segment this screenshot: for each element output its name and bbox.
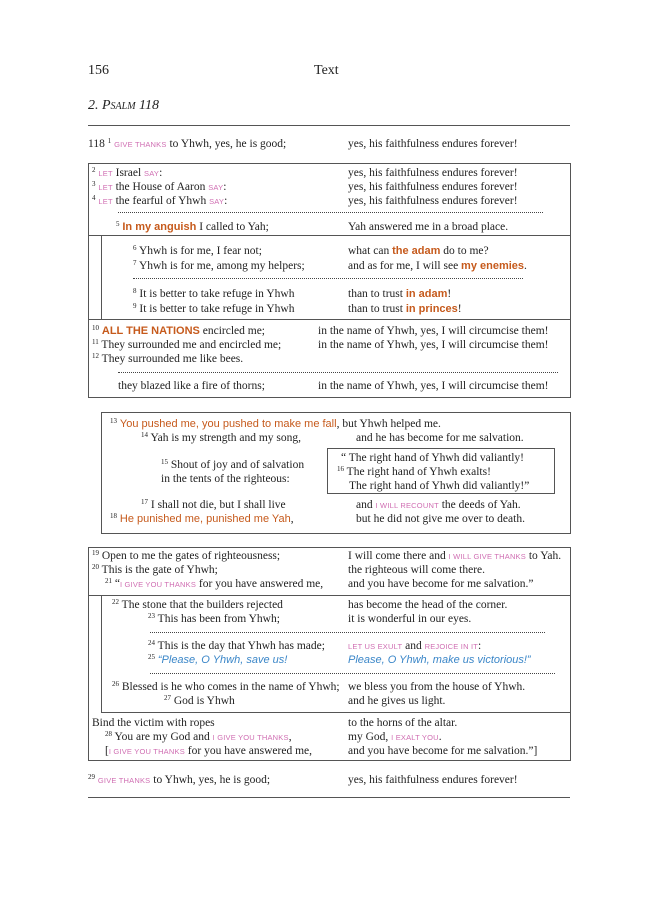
- keyword-highlight: I WILL RECOUNT: [375, 501, 439, 510]
- verse-16-c: The right hand of Yhwh did valiantly!”: [349, 480, 530, 492]
- verse-text: ,: [290, 513, 294, 525]
- verse-text: and as for me, I will see: [348, 260, 462, 272]
- verse-7-right: [348, 260, 527, 273]
- verse-9-left: [133, 303, 294, 316]
- verse-text: :: [159, 167, 163, 179]
- verse-17-left: [141, 499, 286, 512]
- verse-text: Yah is my strength and my song,: [150, 432, 302, 444]
- verse-text: .: [438, 731, 442, 743]
- keyword-highlight: LET: [98, 169, 113, 178]
- keyword-highlight: He punished me, punished me Yah: [119, 513, 291, 525]
- verse-text: for you have answered me,: [184, 745, 312, 757]
- keyword-highlight: LET: [98, 197, 113, 206]
- verse-14-left: [141, 432, 301, 445]
- verse-text: Open to me the gates of righteousness;: [101, 550, 281, 562]
- verse-2-right: yes, his faithfulness endures forever!: [348, 167, 518, 179]
- keyword-highlight: I EXALT YOU: [391, 733, 439, 742]
- verse-26-left: [112, 681, 340, 694]
- verse-9-right: [348, 303, 462, 316]
- verse-text: :: [224, 195, 228, 207]
- verse-8-right: [348, 288, 451, 301]
- verse-number: 6: [133, 244, 137, 252]
- keyword-highlight: I WILL GIVE THANKS: [448, 552, 526, 561]
- verse-28-left: [105, 731, 292, 744]
- verse-26-right: we bless you from the house of Yhwh.: [348, 681, 526, 693]
- rule-top: [88, 125, 570, 126]
- verse-text: This has been from Yhwh;: [157, 613, 280, 625]
- verse-text: encircled me;: [199, 325, 265, 337]
- verse-text: This is the day that Yhwh has made;: [157, 640, 325, 652]
- verse-27-right: and he gives us light.: [348, 695, 446, 707]
- keyword-highlight: in adam: [405, 288, 448, 300]
- psalm-number: 118: [88, 138, 105, 150]
- keyword-highlight: LET: [98, 183, 113, 192]
- verse-text: my God,: [348, 731, 392, 743]
- keyword-highlight: GIVE THANKS: [97, 776, 151, 785]
- verse-1-right: yes, his faithfulness endures forever!: [348, 138, 518, 150]
- verse-text: .: [524, 260, 527, 272]
- verse-28b-right: and you have become for me salvation.”]: [348, 745, 538, 757]
- verse-number: 23: [148, 612, 155, 620]
- verse-text: what can: [348, 245, 393, 257]
- verse-number: 10: [92, 324, 99, 332]
- verse-3-left: [92, 181, 227, 194]
- running-title: Text: [314, 63, 339, 78]
- verse-text: I shall not die, but I shall live: [150, 499, 286, 511]
- verse-13-left: [110, 418, 441, 431]
- verse-3-right: yes, his faithfulness endures forever!: [348, 181, 518, 193]
- page-number: 156: [88, 63, 109, 78]
- verse-number: 15: [161, 458, 168, 466]
- verse-29-right: yes, his faithfulness endures forever!: [348, 774, 518, 786]
- verse-5-right: Yah answered me in a broad place.: [348, 221, 509, 233]
- verse-number: 22: [112, 598, 119, 606]
- keyword-highlight: ALL THE NATIONS: [101, 325, 200, 337]
- verse-text: the fearful of Yhwh: [112, 195, 210, 207]
- verse-19-right: [348, 550, 561, 563]
- verse-text: This is the gate of Yhwh;: [101, 564, 218, 576]
- keyword-highlight: my enemies: [461, 260, 525, 272]
- verse-text: and: [402, 640, 425, 652]
- keyword-highlight: the adam: [392, 245, 441, 257]
- verse-24-left: [148, 640, 325, 653]
- verse-text: for you have answered me,: [196, 578, 324, 590]
- verse-23-right: it is wonderful in our eyes.: [348, 613, 472, 625]
- verse-2-left: [92, 167, 162, 180]
- keyword-highlight: I GIVE YOU THANKS: [108, 747, 185, 756]
- verse-15-b: in the tents of the righteous:: [161, 473, 290, 485]
- verse-25-right: Please, O Yhwh, make us victorious!”: [348, 654, 531, 666]
- verse-25-left: [148, 654, 287, 667]
- verse-number: 20: [92, 563, 99, 571]
- verse-27b-left: Bind the victim with ropes: [92, 717, 215, 729]
- verse-number: 27: [164, 694, 171, 702]
- verse-text: than to trust: [348, 303, 406, 315]
- verse-16-b: [337, 466, 491, 479]
- verse-number: 11: [92, 338, 99, 346]
- verse-number: 3: [92, 180, 96, 188]
- verse-number: 16: [337, 465, 344, 473]
- verse-text: :: [223, 181, 227, 193]
- verse-number: 1: [107, 137, 112, 145]
- keyword-highlight: SAY: [208, 183, 224, 192]
- verse-text: !: [457, 303, 462, 315]
- rule-bottom: [88, 797, 570, 798]
- verse-15-a: [161, 459, 304, 472]
- verse-text: ,: [288, 731, 292, 743]
- verse-18-right: but he did not give me over to death.: [356, 513, 525, 525]
- verse-11-right: in the name of Yhwh, yes, I will circumcise them!: [318, 339, 549, 351]
- verse-22-right: has become the head of the corner.: [348, 599, 508, 611]
- verse-number: 26: [112, 680, 119, 688]
- section-title: Psalm 118: [102, 98, 160, 113]
- verse-20-left: [92, 564, 218, 577]
- keyword-highlight: You pushed me, you pushed to make me fall: [119, 418, 337, 430]
- verse-text: and: [356, 499, 376, 511]
- verse-12-left: [92, 353, 243, 366]
- verse-21-left: [105, 578, 323, 591]
- verse-number: 12: [92, 352, 99, 360]
- verse-text: I will come there and: [348, 550, 449, 562]
- verse-7-left: [133, 260, 305, 273]
- verse-number: 29: [88, 773, 95, 781]
- keyword-highlight: I GIVE YOU THANKS: [212, 733, 289, 742]
- verse-28-right: [348, 731, 442, 744]
- verse-number: 8: [133, 287, 137, 295]
- verse-21-right: and you have become for me salvation.”: [348, 578, 534, 590]
- verse-text: to Yhwh, yes, he is good;: [166, 138, 287, 150]
- verse-number: 7: [133, 259, 137, 267]
- verse-number: 25: [148, 653, 155, 661]
- verse-text: [: [105, 745, 109, 757]
- verse-23-left: [148, 613, 280, 626]
- verse-text: Shout of joy and of salvation: [170, 459, 305, 471]
- verse-12b-left: they blazed like a fire of thorns;: [118, 380, 265, 392]
- keyword-highlight: LET US EXULT: [348, 642, 403, 651]
- verse-20-right: the righteous will come there.: [348, 564, 486, 576]
- verse-number: 28: [105, 730, 112, 738]
- verse-text: to Yah.: [525, 550, 562, 562]
- verse-text: “: [114, 578, 120, 590]
- keyword-highlight: SAY: [209, 197, 225, 206]
- verse-10-left: [92, 325, 265, 338]
- verse-text: !: [447, 288, 452, 300]
- verse-text: the deeds of Yah.: [438, 499, 521, 511]
- keyword-highlight: In my anguish: [122, 221, 197, 233]
- verse-14-right: and he has become for me salvation.: [356, 432, 524, 444]
- verse-number: 4: [92, 194, 96, 202]
- verse-27-left: [164, 695, 235, 708]
- verse-text: I called to Yah;: [196, 221, 269, 233]
- verse-12b-right: in the name of Yhwh, yes, I will circumcise them!: [318, 380, 549, 392]
- verse-text: It is better to take refuge in Yhwh: [139, 288, 295, 300]
- verse-text: the House of Aaron: [112, 181, 209, 193]
- verse-text: :: [478, 640, 482, 652]
- keyword-highlight: REJOICE IN IT: [424, 642, 479, 651]
- verse-5-left: [116, 221, 269, 234]
- verse-27b-right: to the horns of the altar.: [348, 717, 458, 729]
- verse-number: 14: [141, 431, 148, 439]
- verse-10-right: in the name of Yhwh, yes, I will circumcise them!: [318, 325, 549, 337]
- verse-text: to Yhwh, yes, he is good;: [150, 774, 271, 786]
- verse-text: , but Yhwh helped me.: [336, 418, 441, 430]
- verse-number: 19: [92, 549, 99, 557]
- verse-text: God is Yhwh: [173, 695, 235, 707]
- keyword-highlight: SAY: [144, 169, 160, 178]
- dotted-separator: [133, 278, 523, 279]
- verse-number: 9: [133, 302, 137, 310]
- dotted-separator: [150, 673, 555, 674]
- verse-8-left: [133, 288, 294, 301]
- verse-text: Blessed is he who comes in the name of Yhwh;: [121, 681, 340, 693]
- keyword-highlight: I GIVE YOU THANKS: [119, 580, 197, 589]
- verse-text: They surrounded me and encircled me;: [101, 339, 282, 351]
- verse-number: 2: [92, 166, 96, 174]
- verse-19-left: [92, 550, 280, 563]
- verse-16-a: “ The right hand of Yhwh did valiantly!: [341, 452, 525, 464]
- verse-text: Israel: [112, 167, 145, 179]
- verse-number: 17: [141, 498, 148, 506]
- section-heading: [88, 99, 159, 112]
- verse-text: Yhwh is for me, I fear not;: [138, 245, 262, 257]
- verse-number: 5: [116, 220, 120, 228]
- verse-17-right: [356, 499, 521, 512]
- dotted-separator: [118, 372, 558, 373]
- verse-4-left: [92, 195, 227, 208]
- verse-text: It is better to take refuge in Yhwh: [139, 303, 295, 315]
- verse-text: The stone that the builders rejected: [121, 599, 283, 611]
- verse-6-left: [133, 245, 262, 258]
- verse-18-left: [110, 513, 294, 526]
- verse-number: 13: [110, 417, 117, 425]
- keyword-highlight: GIVE THANKS: [114, 140, 167, 149]
- verse-text: than to trust: [348, 288, 406, 300]
- verse-number: 24: [148, 639, 155, 647]
- dotted-separator: [118, 212, 543, 213]
- keyword-highlight: “Please, O Yhwh, save us!: [157, 654, 288, 666]
- verse-1-left: [88, 138, 286, 151]
- dotted-separator: [150, 632, 545, 633]
- verse-text: do to me?: [440, 245, 489, 257]
- verse-6-right: [348, 245, 489, 258]
- verse-text: The right hand of Yhwh exalts!: [346, 466, 491, 478]
- verse-28b-left: [105, 745, 312, 758]
- verse-29-left: [88, 774, 270, 787]
- verse-24-right: [348, 640, 481, 653]
- section-number: 2.: [88, 98, 99, 113]
- verse-text: Yhwh is for me, among my helpers;: [138, 260, 305, 272]
- verse-number: 21: [105, 577, 112, 585]
- verse-11-left: [92, 339, 281, 352]
- verse-4-right: yes, his faithfulness endures forever!: [348, 195, 518, 207]
- verse-text: They surrounded me like bees.: [101, 353, 244, 365]
- verse-number: 18: [110, 512, 117, 520]
- keyword-highlight: in princes: [405, 303, 458, 315]
- verse-text: You are my God and: [114, 731, 213, 743]
- verse-22-left: [112, 599, 283, 612]
